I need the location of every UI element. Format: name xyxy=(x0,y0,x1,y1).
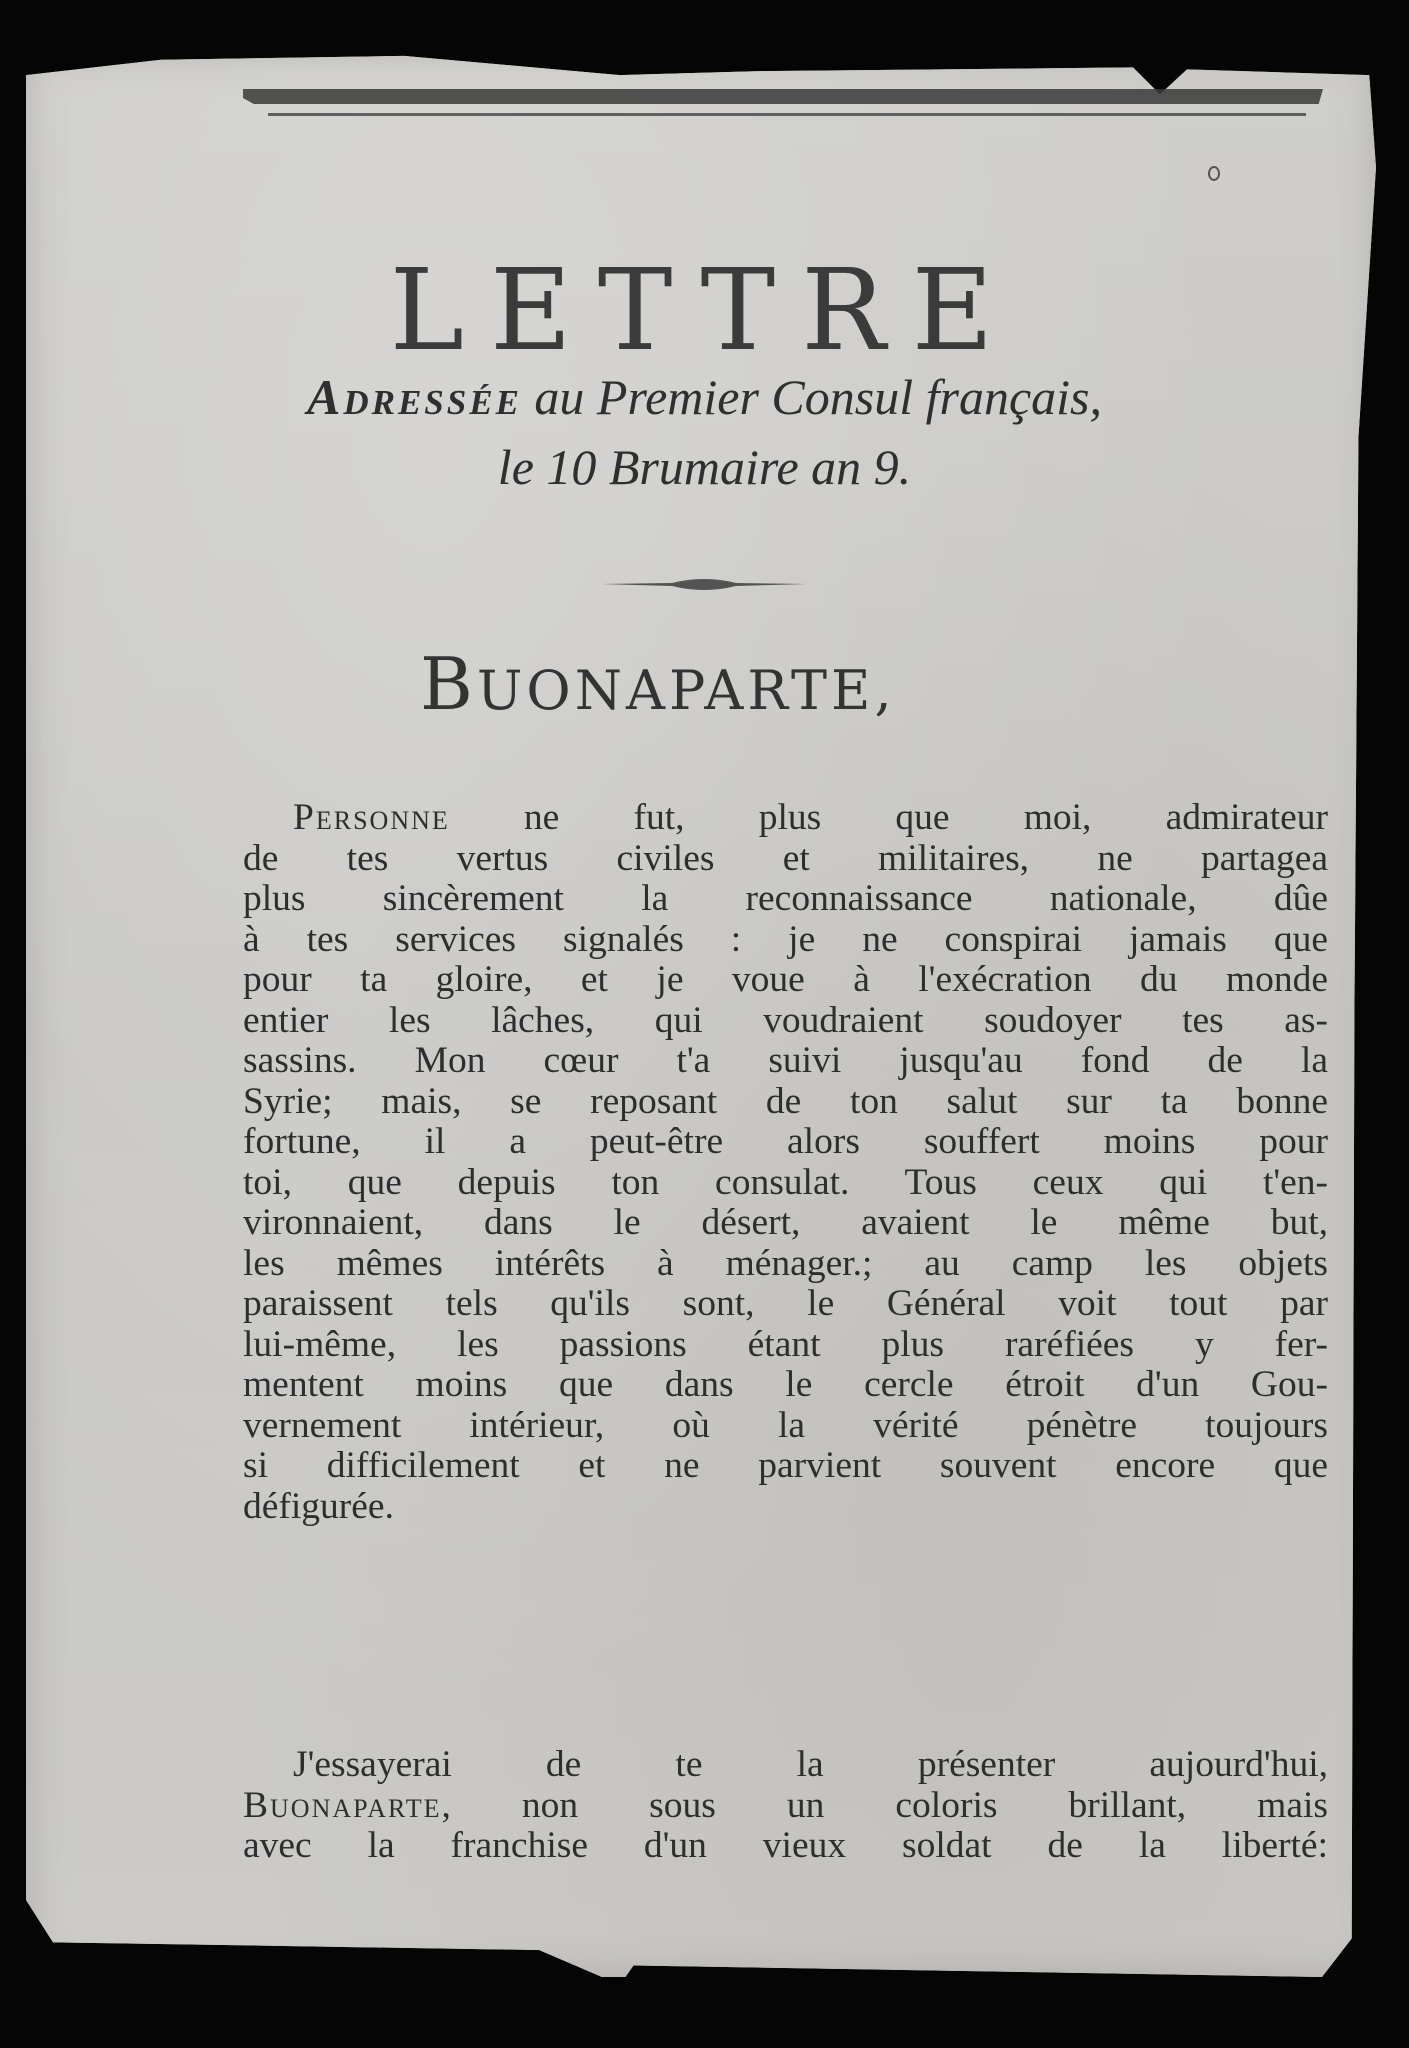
text-line: pour ta gloire, et je voue à l'exécration du monde xyxy=(243,959,1328,1000)
text-line: si difficilement et ne parvient souvent encore que xyxy=(243,1445,1328,1486)
text-line: avec la franchise d'un vieux soldat de la liberté: xyxy=(243,1825,1328,1866)
text-line: paraissent tels qu'ils sont, le Général voit tout par xyxy=(243,1283,1328,1324)
text-line xyxy=(243,1786,1328,1827)
salutation-rest: UONAPARTE, xyxy=(476,659,896,722)
text-line: les mêmes intérêts à ménager.; au camp les objets xyxy=(243,1242,1328,1284)
document-title: LETTRE xyxy=(389,246,1020,377)
top-thick-rule xyxy=(243,89,1323,104)
text-line: J'essayerai de te la présenter aujourd'hui, xyxy=(293,1744,1328,1785)
text-line: plus sincèrement la reconnaissance nationale, dûe xyxy=(243,878,1328,919)
text-line: Syrie; mais, se reposant de ton salut sur ta bonne xyxy=(243,1080,1328,1122)
smallcaps-word: Personne xyxy=(293,797,450,838)
paragraph-2 xyxy=(243,1745,1328,1867)
text-line: fortune, il a peut-être alors souffert moins pour xyxy=(243,1121,1328,1162)
subtitle-lead: Adressée xyxy=(306,369,522,425)
subtitle-line-1 xyxy=(0,369,1409,425)
subtitle-line-2: le 10 Brumaire an 9. xyxy=(497,439,912,495)
text-line: sassins. Mon cœur t'a suivi jusqu'au fond de la xyxy=(243,1040,1328,1081)
subtitle-rest: au Premier Consul français, xyxy=(521,369,1102,425)
paragraph-1 xyxy=(243,798,1328,1527)
top-thin-rule xyxy=(268,113,1306,116)
text-line: vironnaient, dans le désert, avaient le même but, xyxy=(243,1202,1328,1243)
text-line: lui-même, les passions étant plus raréfiées y fer- xyxy=(243,1323,1328,1365)
text-line: mentent moins que dans le cercle étroit d'un Gou- xyxy=(243,1364,1328,1405)
salutation xyxy=(420,642,896,726)
line-text: ne fut, plus que moi, admirateur xyxy=(449,797,1328,838)
line-text: , non sous un coloris brillant, mais xyxy=(441,1784,1328,1826)
text-line: à tes services signalés : je ne conspirai jamais que xyxy=(243,918,1328,960)
ornament-divider-icon xyxy=(602,578,806,592)
text-line: vernement intérieur, où la vérité pénètre toujours xyxy=(243,1404,1328,1446)
text-line: toi, que depuis ton consulat. Tous ceux qui t'en- xyxy=(243,1161,1328,1203)
smallcaps-word: Buonaparte xyxy=(243,1784,442,1826)
text-line: défigurée. xyxy=(243,1485,394,1527)
text-line xyxy=(243,798,1328,839)
salutation-initial: B xyxy=(420,642,477,726)
ink-mark xyxy=(1208,166,1220,181)
text-line: de tes vertus civiles et militaires, ne partagea xyxy=(243,837,1328,879)
text-line: entier les lâches, qui voudraient soudoyer tes as- xyxy=(243,999,1328,1041)
